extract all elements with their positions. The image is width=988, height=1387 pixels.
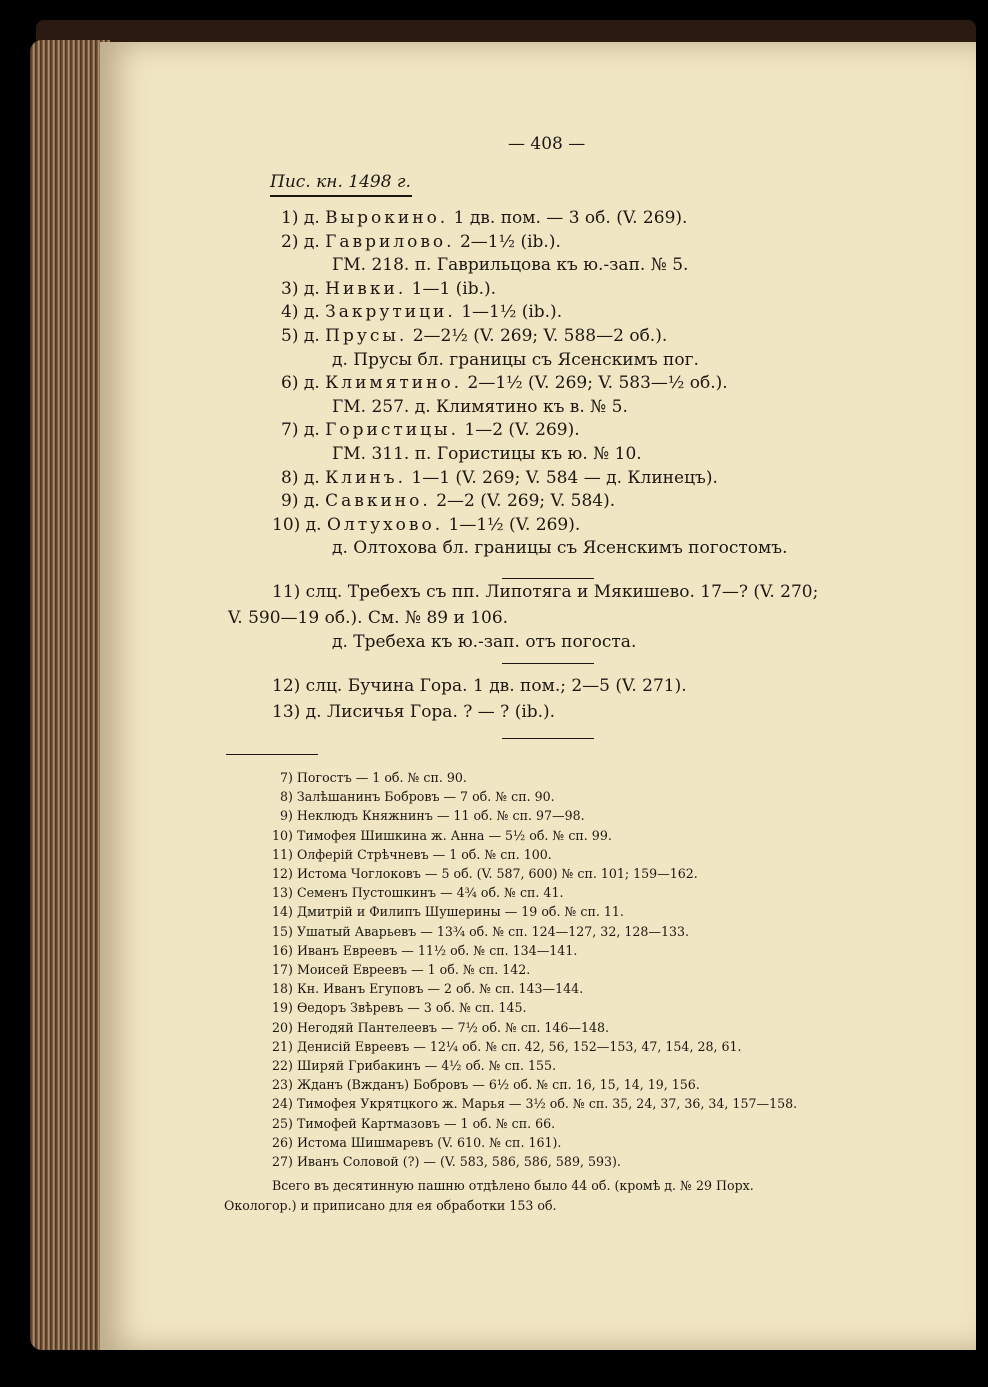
section-heading: Пис. кн. 1498 г. [270, 172, 411, 192]
footnote-item: 14) Дмитрій и Филипъ Шушерины — 19 об. № сп. 11. [272, 904, 624, 920]
entry-text: 2—1½ (ib.). [459, 231, 561, 252]
entry-number: 3) [281, 278, 299, 299]
entry-text: 2—2 (V. 269; V. 584). [436, 491, 616, 512]
entry-text: 1—1 (V. 269; V. 584 — д. Клинецъ). [411, 467, 718, 488]
entry-8 [281, 468, 718, 488]
entry-number: 9) [281, 491, 299, 512]
village-name: Прусы. [325, 326, 408, 346]
entry-10 [272, 515, 580, 535]
entry-prefix: д. [303, 302, 320, 323]
entry-5 [281, 326, 667, 346]
village-name: Гаврилово. [325, 231, 455, 252]
entry-1 [281, 208, 687, 228]
footnote-item: 12) Истома Чоглоковъ — 5 об. (V. 587, 600) № сп. 101; 159—162. [272, 866, 698, 881]
entry-text: 2—1½ (V. 269; V. 583—½ об.). [467, 373, 728, 394]
village-name: Нивки. [325, 278, 407, 299]
footnote-item: 27) Иванъ Соловой (?) — (V. 583, 586, 586, 589, 593). [272, 1154, 621, 1169]
entry-text: 1—2 (V. 269). [464, 420, 580, 441]
footnote-item: 24) Тимофея Укрятцкого ж. Марья — 3½ об. № сп. 35, 24, 37, 36, 34, 157—158. [272, 1096, 798, 1112]
summary-line1: Всего въ десятинную пашню отдѣлено было 44 об. (кромѣ д. № 29 Порх. [272, 1178, 754, 1193]
village-name: Олтухово. [326, 514, 444, 535]
entry-3 [281, 279, 496, 299]
entry-11-line2: V. 590—19 об.). См. № 89 и 106. [228, 608, 509, 628]
footnote-item: 19) Ѳедоръ Звѣревъ — 3 об. № сп. 145. [272, 1000, 527, 1016]
footnote-item: 21) Денисій Евреевъ — 12¼ об. № сп. 42, 56, 152—153, 47, 154, 28, 61. [272, 1038, 742, 1054]
entry-prefix: д. [303, 208, 320, 228]
village-name: Закрутици. [325, 302, 456, 323]
footnote-item: 17) Моисей Евреевъ — 1 об. № сп. 142. [272, 962, 531, 977]
entry-number: 4) [281, 302, 299, 323]
village-name: Клинъ. [325, 467, 406, 488]
entry-prefix: д. [303, 420, 320, 441]
book-page [100, 42, 976, 1350]
separator-rule [502, 578, 594, 579]
village-name: Гористицы. [325, 420, 459, 441]
footnote-item: 7) Погостъ — 1 об. № сп. 90. [280, 770, 467, 785]
entry-number: 1) [281, 208, 299, 228]
village-name: Вырокино. [325, 208, 449, 228]
entry-12: 12) слц. Бучина Гора. 1 дв. пом.; 2—5 (V. 271). [272, 676, 687, 696]
entry-6 [281, 373, 728, 393]
entry-number: 8) [281, 467, 299, 488]
entry-text: 2—2½ (V. 269; V. 588—2 об.). [412, 326, 668, 346]
footnote-item: 25) Тимофей Картмазовъ — 1 об. № сп. 66. [272, 1115, 556, 1131]
page-edges [30, 40, 110, 1350]
entry-9 [281, 491, 615, 511]
entry-11-line1: 11) слц. Требехъ съ пп. Липотяга и Мякишево. 17—? (V. 270; [272, 582, 819, 602]
footnote-item: 8) Залѣшанинъ Бобровъ — 7 об. № сп. 90. [280, 789, 555, 805]
entry-prefix: д. [303, 231, 320, 252]
entry-7 [281, 420, 580, 440]
entry-11-line3: д. Требеха къ ю.-зап. отъ погоста. [332, 632, 637, 652]
footnote-item: 10) Тимофея Шишкина ж. Анна — 5½ об. № сп. 99. [272, 827, 612, 843]
entry-continuation: д. Олтохова бл. границы съ Ясенскимъ погостомъ. [332, 538, 788, 559]
entry-text: 1 дв. пом. — 3 об. (V. 269). [453, 208, 688, 228]
entry-prefix: д. [305, 514, 322, 535]
entry-prefix: д. [303, 278, 320, 299]
page-number: — 408 — [508, 134, 586, 154]
entry-text: 1—1½ (V. 269). [448, 514, 581, 535]
footnote-item: 13) Семенъ Пустошкинъ — 4¾ об. № сп. 41. [272, 885, 564, 901]
entry-number: 7) [281, 420, 299, 441]
entry-13: 13) д. Лисичья Гора. ? — ? (ib.). [272, 702, 556, 722]
footnote-item: 11) Олферій Стрѣчневъ — 1 об. № сп. 100. [272, 846, 552, 862]
entry-prefix: д. [303, 467, 320, 488]
entry-number: 10) [272, 514, 301, 535]
heading-underline [270, 195, 412, 197]
footnote-item: 18) Кн. Иванъ Егуповъ — 2 об. № сп. 143—144. [272, 981, 584, 997]
entry-text: 1—1 (ib.). [411, 278, 497, 299]
village-name: Савкино. [325, 491, 431, 512]
footnote-item: 26) Истома Шишмаревъ (V. 610. № сп. 161). [272, 1134, 562, 1150]
entry-number: 5) [281, 326, 299, 346]
entry-prefix: д. [303, 326, 320, 346]
entry-number: 2) [281, 231, 299, 252]
entry-number: 6) [281, 373, 299, 394]
footnote-item: 23) Жданъ (Вжданъ) Бобровъ — 6½ об. № сп. 16, 15, 14, 19, 156. [272, 1077, 700, 1093]
entry-prefix: д. [303, 491, 320, 512]
summary-line2: Окологор.) и приписано для ея обработки 153 об. [224, 1198, 557, 1213]
entry-2 [281, 232, 561, 252]
footnote-rule [226, 754, 318, 755]
entry-continuation: ГМ. 311. п. Гористицы къ ю. № 10. [332, 444, 642, 464]
entry-text: 1—1½ (ib.). [461, 302, 563, 323]
separator-rule [502, 738, 594, 739]
entry-continuation: ГМ. 218. п. Гаврильцова къ ю.-зап. № 5. [332, 255, 689, 276]
village-name: Климятино. [325, 373, 463, 394]
footnote-item: 16) Иванъ Евреевъ — 11½ об. № сп. 134—141. [272, 942, 578, 958]
entry-prefix: д. [303, 373, 320, 394]
entry-continuation: ГМ. 257. д. Климятино къ в. № 5. [332, 396, 628, 417]
entry-continuation: д. Прусы бл. границы съ Ясенскимъ пог. [332, 349, 699, 370]
footnote-item: 20) Негодяй Пантелеевъ — 7½ об. № сп. 146—148. [272, 1019, 610, 1035]
footnote-item: 15) Ушатый Аварьевъ — 13¾ об. № сп. 124—127, 32, 128—133. [272, 923, 690, 939]
footnote-item: 22) Ширяй Грибакинъ — 4½ об. № сп. 155. [272, 1058, 557, 1073]
entry-4 [281, 302, 562, 322]
separator-rule [502, 663, 594, 664]
footnote-item: 9) Неклюдъ Княжнинъ — 11 об. № сп. 97—98. [280, 808, 585, 824]
